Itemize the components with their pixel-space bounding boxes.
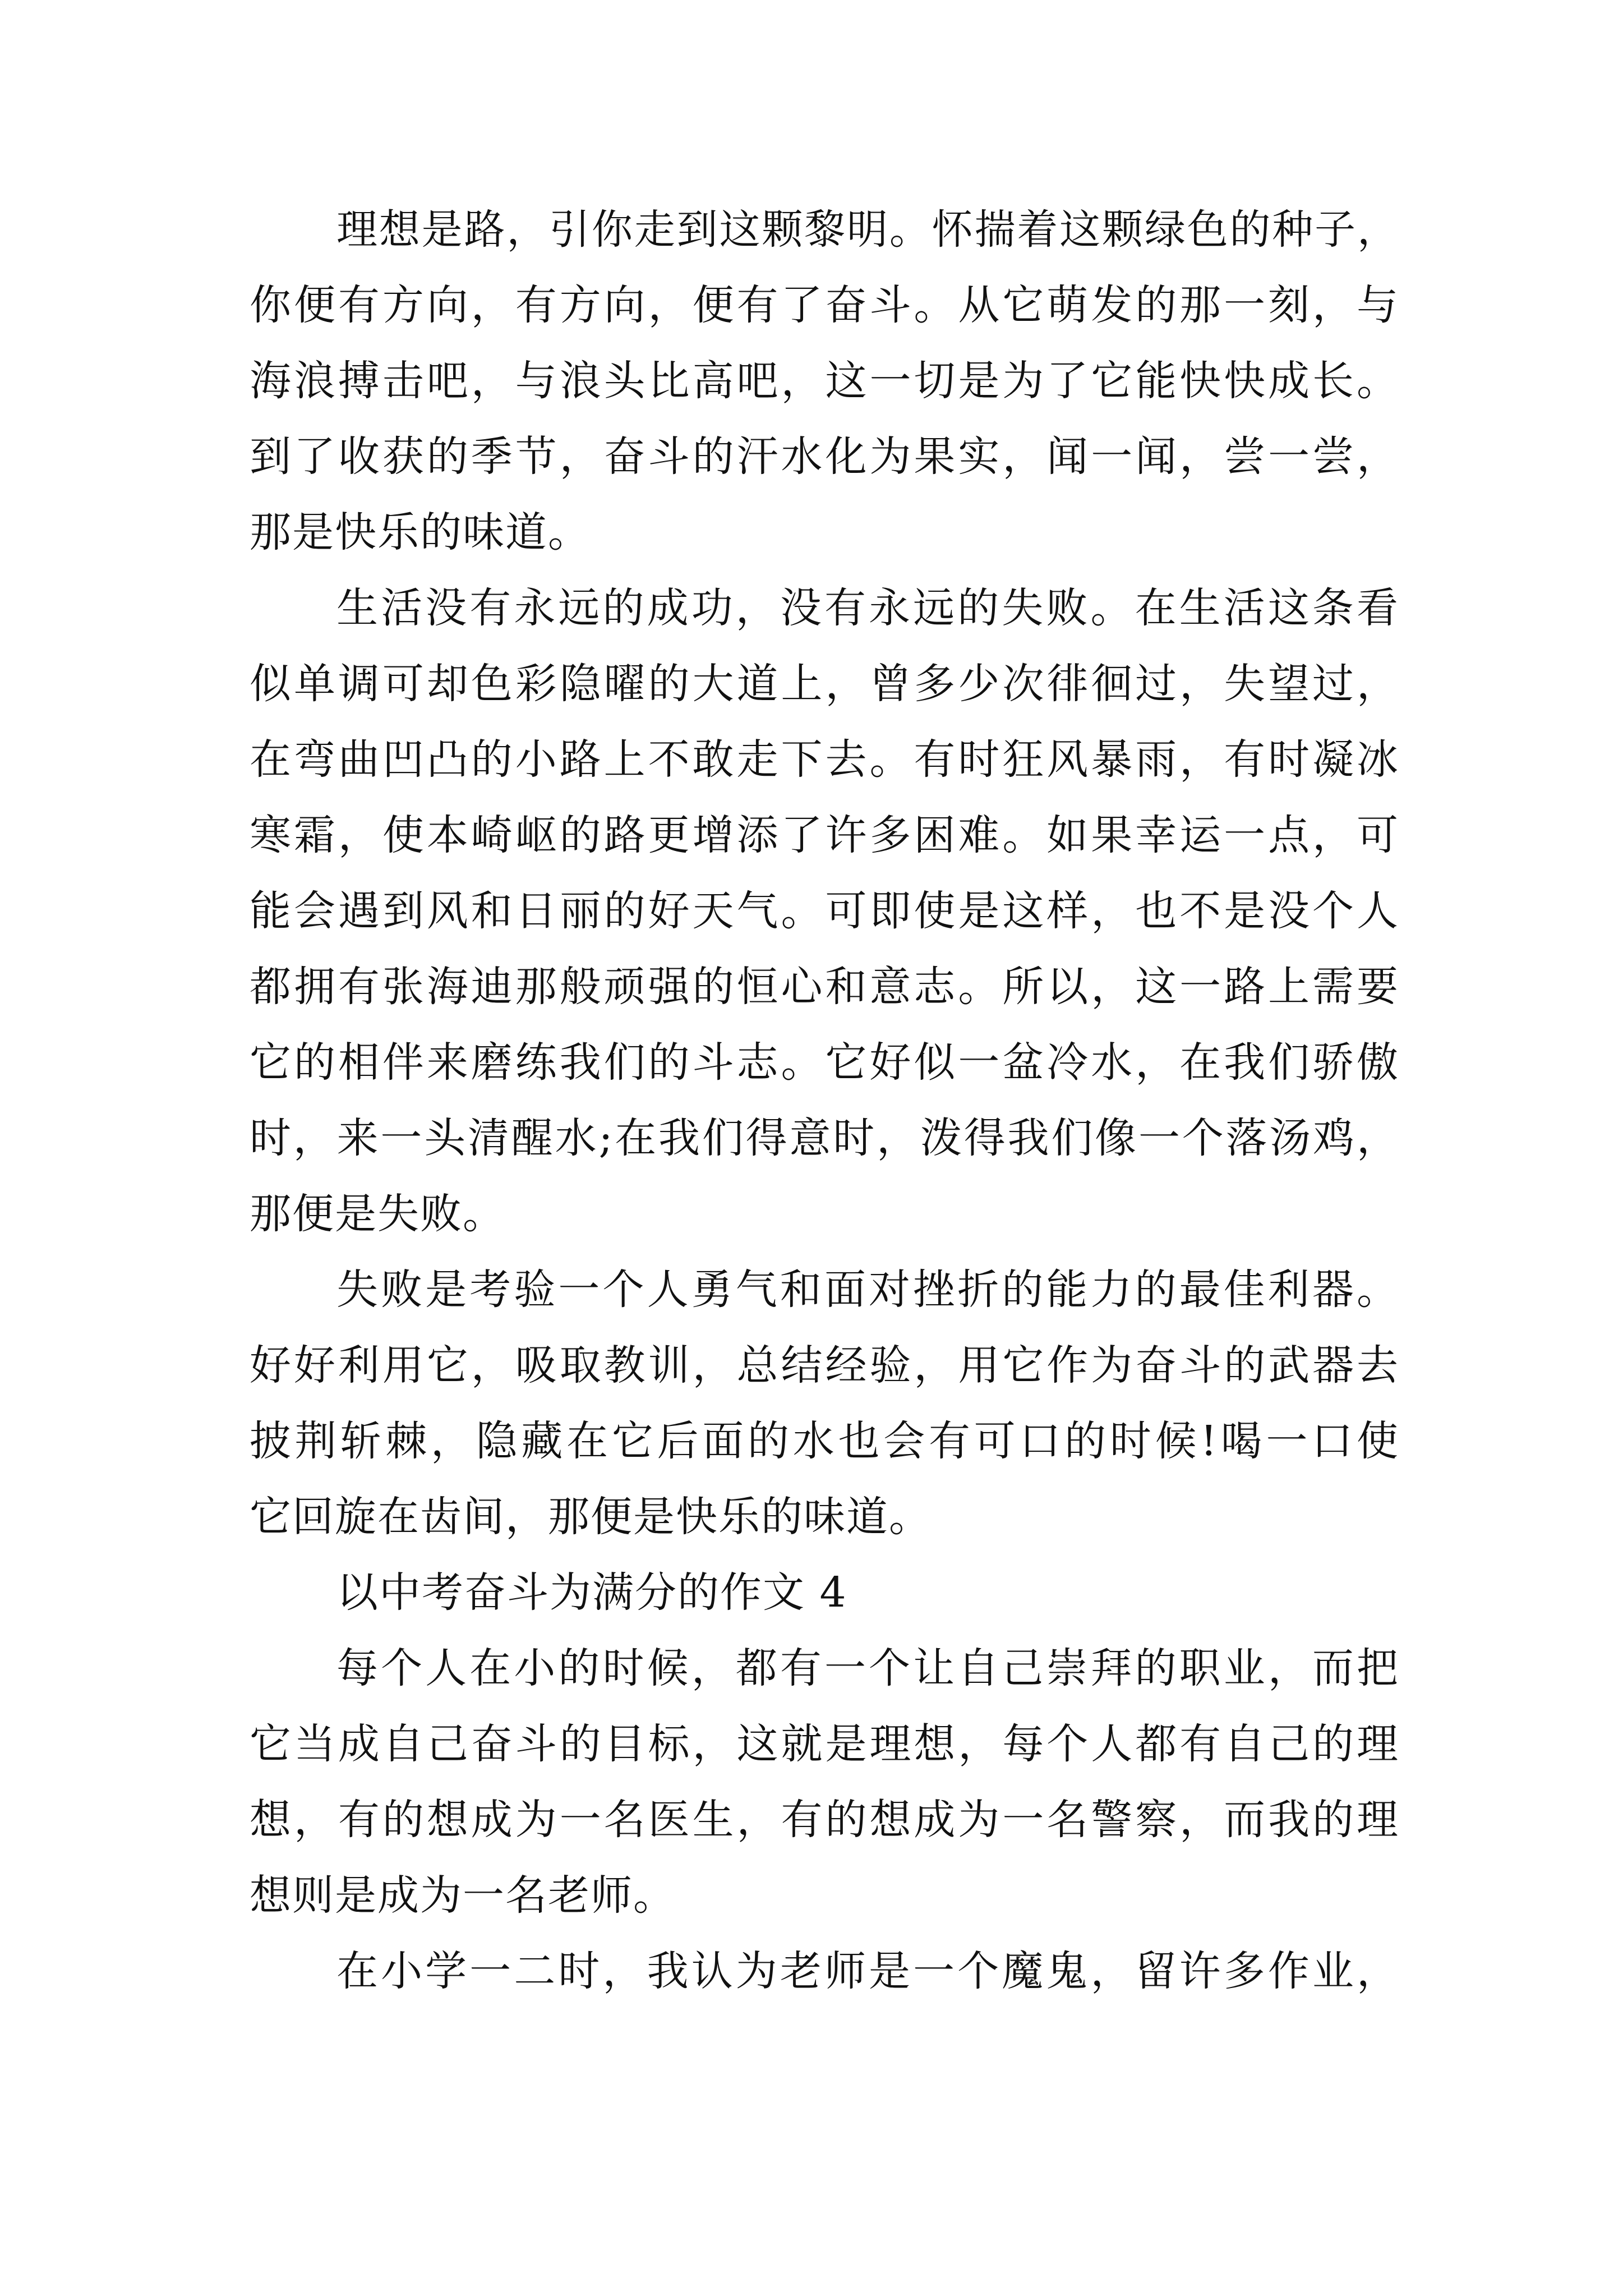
text-line: 理想是路，引你走到这颗黎明。怀揣着这颗绿色的种子， — [336, 206, 1399, 254]
text-line: 似单调可却色彩隐曜的大道上，曾多少次徘徊过，失望过， — [250, 660, 1399, 708]
text-line: 好好利用它，吸取教训，总结经验，用它作为奋斗的武器去 — [250, 1341, 1399, 1389]
text-line: 你便有方向，有方向，便有了奋斗。从它萌发的那一刻，与 — [250, 281, 1399, 329]
text-line: 每个人在小的时候，都有一个让自己崇拜的职业，而把 — [336, 1644, 1399, 1692]
text-line: 到了收获的季节，奋斗的汗水化为果实，闻一闻，尝一尝， — [250, 432, 1399, 481]
text-line: 以中考奋斗为满分的作文 4 — [336, 1568, 847, 1617]
text-line: 寒霜，使本崎岖的路更增添了许多困难。如果幸运一点，可 — [250, 811, 1399, 859]
text-line: 在弯曲凹凸的小路上不敢走下去。有时狂风暴雨，有时凝冰 — [250, 735, 1399, 784]
text-line: 那便是失败。 — [250, 1190, 505, 1238]
text-line: 能会遇到风和日丽的好天气。可即使是这样，也不是没个人 — [250, 887, 1399, 935]
text-line: 海浪搏击吧，与浪头比高吧，这一切是为了它能快快成长。 — [250, 357, 1399, 405]
text-line: 时，来一头清醒水;在我们得意时，泼得我们像一个落汤鸡， — [250, 1114, 1399, 1162]
text-line: 失败是考验一个人勇气和面对挫折的能力的最佳利器。 — [336, 1266, 1399, 1314]
text-line: 那是快乐的味道。 — [250, 508, 591, 556]
text-line: 在小学一二时，我认为老师是一个魔鬼，留许多作业， — [336, 1947, 1399, 1995]
text-line: 它的相伴来磨练我们的斗志。它好似一盆冷水，在我们骄傲 — [250, 1038, 1399, 1087]
text-line: 想则是成为一名老师。 — [250, 1871, 676, 1920]
text-line: 披荆斩棘，隐藏在它后面的水也会有可口的时候!喝一口使 — [250, 1417, 1399, 1465]
document-body — [250, 192, 1399, 2009]
text-line: 它当成自己奋斗的目标，这就是理想，每个人都有自己的理 — [250, 1720, 1399, 1768]
text-line: 生活没有永远的成功，没有永远的失败。在生活这条看 — [336, 584, 1399, 632]
text-line: 它回旋在齿间，那便是快乐的味道。 — [250, 1493, 932, 1541]
text-line: 想，有的想成为一名医生，有的想成为一名警察，而我的理 — [250, 1796, 1399, 1844]
text-line: 都拥有张海迪那般顽强的恒心和意志。所以，这一路上需要 — [250, 963, 1399, 1011]
